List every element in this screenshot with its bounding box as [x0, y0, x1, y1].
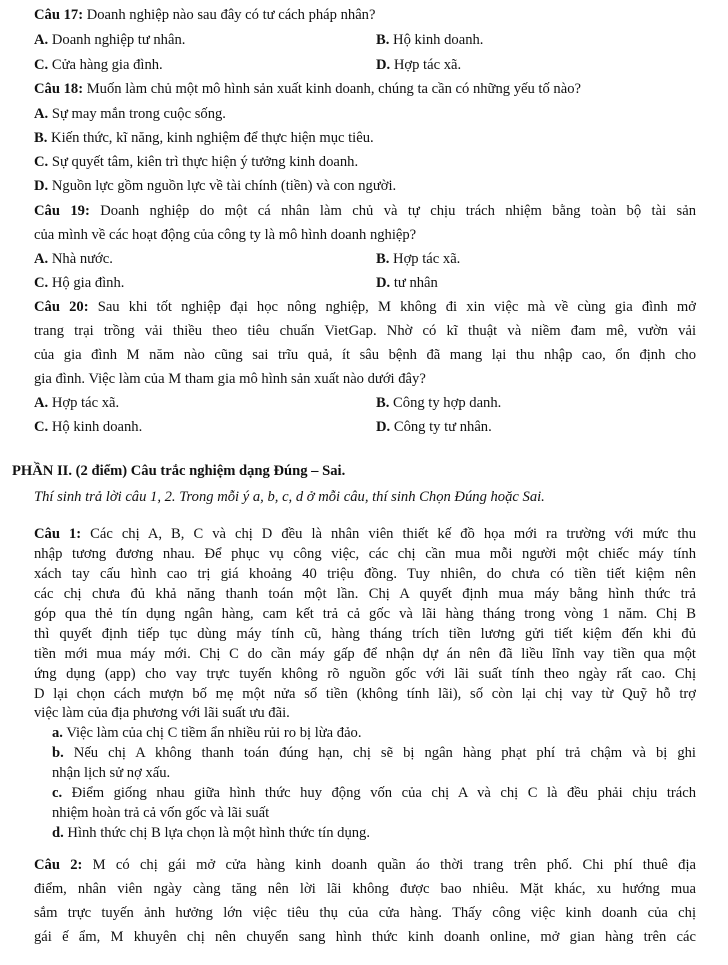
question-17-label: Câu 17: [34, 7, 84, 23]
question-19-line: của mình về các hoạt động của công ty là mô hình doanh nghiệp? [34, 227, 417, 243]
question-19-option-a: A. Nhà nước. [34, 251, 113, 267]
tf-question-1-line: nhập tương đương nhau. Để phục vụ công việc, các chị cần mua mỗi người một chiếc máy tính [34, 546, 696, 562]
question-19-option-d: D. tư nhân [376, 275, 438, 291]
question-20-option-c: C. Hộ kinh doanh. [34, 419, 143, 435]
part-2-heading: PHẦN II. (2 điểm) Câu trắc nghiệm dạng Đúng – Sai. [12, 463, 346, 479]
tf-question-1-item-c-cont: nhiệm hoàn trả cả vốn gốc và lãi suất [52, 805, 270, 821]
question-17-option-c: C. Cửa hàng gia đình. [34, 57, 163, 73]
tf-question-1-line: các chị chưa đủ khả năng thanh toán một lần. Chị A quyết định mua máy bằng hình thức trả [34, 586, 696, 602]
question-18-option-a: A. Sự may mắn trong cuộc sống. [34, 106, 226, 122]
tf-question-1-item-d: d. Hình thức chị B lựa chọn là một hình thức tín dụng. [52, 825, 371, 841]
question-18-option-b: B. Kiến thức, kĩ năng, kinh nghiệm để thực hiện mục tiêu. [34, 130, 374, 146]
question-20-option-a: A. Hợp tác xã. [34, 395, 120, 411]
question-20: Câu 20: Sau khi tốt nghiệp đại học nông nghiệp, M không đi xin việc mà về cùng gia đình mở [34, 299, 696, 315]
tf-question-1-line: D lại chọn cách mượn bố mẹ một nửa số tiền (không tính lãi), số còn lại chị vay từ Quỹ hỗ trợ [34, 686, 696, 702]
tf-question-2-label: Câu 2: [34, 857, 83, 873]
question-17-option-d: D. Hợp tác xã. [376, 57, 462, 73]
question-18-label: Câu 18: [34, 81, 84, 97]
part-2-instruction: Thí sinh trả lời câu 1, 2. Trong mỗi ý a, b, c, d ở mỗi câu, thí sinh Chọn Đúng hoặc Sai. [34, 489, 545, 505]
question-18-option-d: D. Nguồn lực gồm nguồn lực về tài chính (tiền) và con người. [34, 178, 397, 194]
question-17-option-a: A. Doanh nghiệp tư nhân. [34, 32, 186, 48]
tf-question-2-line: điểm, nhân viên ngày càng tăng nên lời lãi không được bao nhiêu. Mặt khác, xu hướng mua [34, 881, 696, 897]
question-19-option-b: B. Hợp tác xã. [376, 251, 461, 267]
question-19-label: Câu 19: [34, 203, 90, 219]
question-19-option-c: C. Hộ gia đình. [34, 275, 125, 291]
tf-question-2-line: sắm trực tuyến ảnh hưởng lớn việc tiêu thụ của cửa hàng. Thấy công việc kinh doanh của chị [34, 905, 696, 921]
question-17-text: Doanh nghiệp nào sau đây có tư cách pháp nhân? [83, 7, 376, 23]
tf-question-1-item-c: c. Điểm giống nhau giữa hình thức huy động vốn của chị A và chị C là đều phải chịu trách [52, 785, 696, 801]
tf-question-2: Câu 2: M có chị gái mở cửa hàng kinh doanh quần áo thời trang trên phố. Chi phí thuê địa [34, 857, 696, 873]
question-17 [34, 6, 375, 24]
question-20-line: trang trại trồng vải thiều theo tiêu chuẩn VietGap. Nhờ có kĩ thuật và niềm đam mê, vườn vải [34, 323, 696, 339]
question-18-text: Muốn làm chủ một mô hình sản xuất kinh doanh, chúng ta cần có những yếu tố nào? [83, 81, 581, 97]
tf-question-1-line: xách tay cấu hình cao trị giá khoảng 40 triệu đồng. Tuy nhiên, do chưa có tiền tiết kiệm nên [34, 566, 696, 582]
question-17-option-b: B. Hộ kinh doanh. [376, 32, 484, 48]
tf-question-1-item-b: b. Nếu chị A không thanh toán đúng hạn, chị sẽ bị ngân hàng phạt phí trả chậm và bị ghi [52, 745, 696, 761]
tf-question-1-item-b-cont: nhận lịch sử nợ xấu. [52, 765, 171, 781]
tf-question-1-line: góp qua thẻ tín dụng ngân hàng, cam kết trả cả gốc và lãi hàng tháng trong vòng 1 năm. Chị B [34, 606, 696, 622]
question-20-line: gia đình. Việc làm của M tham gia mô hình sản xuất nào dưới đây? [34, 371, 426, 387]
tf-question-1-item-a: a. Việc làm của chị C tiềm ẩn nhiều rủi ro bị lừa đảo. [52, 725, 362, 741]
question-20-line: của gia đình M năm nào cũng sai trĩu quả, ít sâu bệnh đã mang lại thu nhập cao, ổn định cho [34, 347, 696, 363]
tf-question-2-line: gái ế ẩm, M khuyên chị nên chuyển sang hình thức kinh doanh online, mở gian hàng trên các [34, 929, 696, 945]
tf-question-1-line: thì quyết định tiếp tục dùng máy tính cũ, hàng tháng trích tiền lương gửi tiết kiệm đến khi đủ [34, 626, 696, 642]
tf-question-1-line: tiền mới mua máy mới. Chị C do cần máy gấp để nhận dự án nên đã liều lĩnh vay tiền qua một [34, 646, 696, 662]
question-20-option-b: B. Công ty hợp danh. [376, 395, 502, 411]
tf-question-1-label: Câu 1: [34, 526, 82, 542]
question-20-option-d: D. Công ty tư nhân. [376, 419, 492, 435]
tf-question-1: Câu 1: Các chị A, B, C và chị D đều là nhân viên thiết kế đồ họa mới ra trường với mức thu [34, 526, 696, 542]
tf-question-1-line: việc làm của địa phương với lãi suất ưu đãi. [34, 705, 290, 721]
question-20-label: Câu 20: [34, 299, 89, 315]
question-18-option-c: C. Sự quyết tâm, kiên trì thực hiện ý tưởng kinh doanh. [34, 154, 359, 170]
question-18 [34, 80, 581, 98]
question-19: Câu 19: Doanh nghiệp do một cá nhân làm chủ và tự chịu trách nhiệm bằng toàn bộ tài sản [34, 203, 696, 219]
tf-question-1-line: ứng dụng (app) cho vay trực tuyến không rõ nguồn gốc với lãi suất tính theo ngày rất cao. Chị [34, 666, 696, 682]
